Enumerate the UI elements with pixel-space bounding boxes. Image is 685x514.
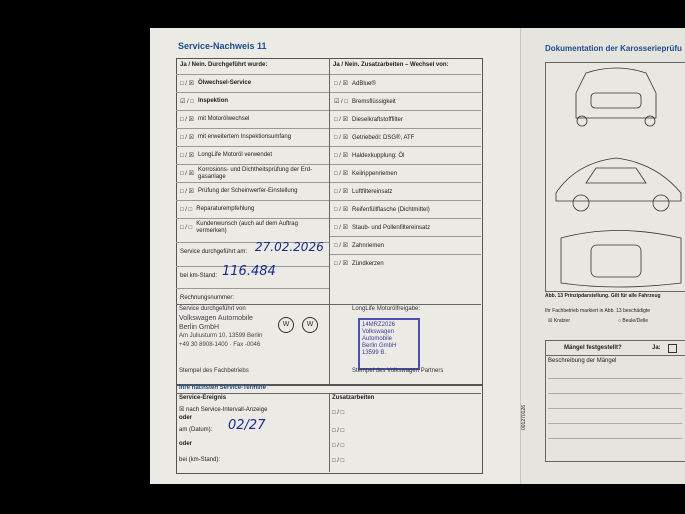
car-damage-diagram bbox=[545, 62, 685, 292]
checklist-label: Kundenwunsch (auch auf dem Auftrag vermerken) bbox=[196, 220, 298, 234]
checklist-label: AdBlue® bbox=[352, 80, 376, 87]
right-page-title: Dokumentation der Karosserieprüfu bbox=[545, 44, 682, 53]
checklist-label: mit erweitertem Inspektionsumfang bbox=[198, 134, 292, 140]
next-extra-4: □ / □ bbox=[332, 458, 345, 464]
vw-commercial-logo-icon: W bbox=[302, 317, 318, 333]
km-label: bei km-Stand: bbox=[180, 272, 218, 279]
checklist-row-left bbox=[176, 164, 329, 182]
checklist-row-left bbox=[176, 74, 329, 92]
checklist-label: Luftfiltereinsatz bbox=[352, 188, 393, 195]
checkbox-pair[interactable]: □ / ☒ bbox=[334, 207, 349, 213]
legend-beule: ○ Beule/Delle bbox=[618, 318, 648, 324]
checkbox-pair[interactable]: □ / □ bbox=[180, 224, 193, 231]
abb-text: Ihr Fachbetrieb markiert in Abb. 13 beschädigte bbox=[545, 308, 651, 314]
checklist-label: Bremsflüssigkeit bbox=[352, 98, 396, 105]
checklist-row-left bbox=[176, 146, 329, 164]
checklist-row-left bbox=[176, 92, 329, 110]
checklist-label: Getriebeöl: DSG®, ATF bbox=[352, 134, 415, 141]
checklist-row-left bbox=[176, 128, 329, 146]
checkbox-pair[interactable]: □ / ☒ bbox=[334, 135, 349, 141]
checkbox-pair[interactable]: □ / ☒ bbox=[334, 243, 349, 249]
partner-label: LongLife Motorölfreigabe: bbox=[352, 306, 421, 312]
side-code: 001270126 bbox=[521, 404, 527, 430]
next-extra-2: □ / □ bbox=[332, 428, 345, 434]
checkbox-pair[interactable]: □ / ☒ bbox=[334, 261, 349, 267]
checkbox-pair[interactable]: □ / □ bbox=[180, 206, 193, 213]
bei-km-label: bei (km-Stand): bbox=[179, 457, 221, 463]
checklist-row-right bbox=[330, 218, 481, 236]
beschreibung-label: Beschreibung der Mängel bbox=[548, 358, 617, 364]
next-col1-header: Service-Ereignis bbox=[179, 395, 227, 401]
checklist-row-right bbox=[330, 128, 481, 146]
checklist-label: Dieselkraftstofffilter bbox=[352, 116, 403, 123]
line-4 bbox=[548, 423, 682, 424]
checklist-row-left bbox=[176, 218, 329, 236]
vw-logo-icon: W bbox=[278, 317, 294, 333]
oder-1: oder bbox=[179, 415, 193, 421]
checklist-label: Reifenfüllflasche (Dichtmittel) bbox=[352, 206, 430, 213]
checklist-label: LongLife Motoröl verwendet bbox=[198, 152, 273, 158]
stamp-label: Service durchgeführt von bbox=[179, 306, 246, 312]
checklist-label: Staub- und Pollenfiltereinsatz bbox=[352, 224, 431, 231]
stamp-line-3: Am Juliusturm 10, 13599 Berlin bbox=[179, 333, 263, 339]
next-extra-1: □ / □ bbox=[332, 410, 345, 416]
checkbox-pair[interactable]: □ / ☒ bbox=[334, 81, 349, 87]
blue-stamp-line-4: Berlin GmbH bbox=[362, 343, 397, 349]
maengel-label: Mängel festgestellt? bbox=[564, 345, 622, 351]
checkbox-pair[interactable]: □ / ☒ bbox=[334, 225, 349, 231]
next-extra-3: □ / □ bbox=[332, 443, 345, 449]
next-option-interval-label: nach Service-Intervall-Anzeige bbox=[186, 407, 268, 413]
stamp-line-1: Volkswagen Automobile bbox=[179, 315, 253, 322]
checklist-label: Reparaturempfehlung bbox=[196, 206, 255, 212]
car-outline-icon bbox=[546, 63, 685, 291]
checklist-label: Zahnriemen bbox=[352, 242, 385, 249]
next-col2-header: Zusatzarbeiten bbox=[332, 395, 375, 401]
checkbox-pair[interactable]: □ / ☒ bbox=[334, 189, 349, 195]
line-5 bbox=[548, 438, 682, 439]
km-value: 116.484 bbox=[222, 264, 276, 279]
checkbox-pair[interactable]: □ / ☒ bbox=[334, 153, 349, 159]
ja-label: Ja: bbox=[652, 345, 661, 351]
checklist-label: Prüfung der Scheinwerfer-Einstellung bbox=[198, 188, 298, 194]
right-column-header: Ja / Nein. Zusatzarbeiten – Wechsel von: bbox=[333, 62, 449, 68]
checklist-row-right bbox=[330, 92, 481, 110]
checklist-label: Keilrippenriemen bbox=[352, 170, 398, 177]
checkbox-pair[interactable]: □ / ☒ bbox=[180, 135, 195, 141]
legend-kratzer: ☒ Kratzer bbox=[548, 318, 570, 324]
blue-stamp-line-1: 14MRZ2026 bbox=[362, 322, 396, 328]
ja-checkbox[interactable] bbox=[668, 344, 677, 353]
checklist-row-right bbox=[330, 146, 481, 164]
checkbox-pair[interactable]: □ / ☒ bbox=[180, 171, 195, 177]
checklist-row-left bbox=[176, 110, 329, 128]
checkbox-pair[interactable]: □ / ☒ bbox=[180, 153, 195, 159]
next-service-title: Ihre nächsten Service-Termine bbox=[179, 385, 266, 391]
checkbox-pair[interactable]: ☑ / □ bbox=[180, 99, 195, 105]
checklist-row-right bbox=[330, 74, 481, 92]
abb-caption: Abb. 13 Prinzipdarstellung. Gilt für alle Fahrzeug bbox=[545, 293, 661, 299]
checkbox-pair[interactable]: □ / ☒ bbox=[334, 117, 349, 123]
blue-stamp-line-3: Automobile bbox=[362, 336, 393, 342]
checkbox-pair[interactable]: □ / ☒ bbox=[180, 189, 195, 195]
oder-2: oder bbox=[179, 441, 193, 447]
checkbox-pair[interactable]: ☑ / □ bbox=[334, 99, 349, 105]
checklist-row-right bbox=[330, 236, 481, 254]
stamp-divider bbox=[176, 304, 481, 305]
stamp-line-4: +49 30 8908-1400 · Fax -0046 bbox=[179, 342, 261, 348]
partner-stamp bbox=[358, 318, 420, 370]
rechnung-label: Rechnungsnummer: bbox=[180, 294, 235, 301]
line-3 bbox=[548, 408, 682, 409]
checklist-label: Haldexkupplung: Öl bbox=[352, 152, 405, 159]
service-date-value: 27.02.2026 bbox=[255, 240, 324, 254]
checklist-label: mit Motorölwechsel bbox=[198, 116, 250, 122]
checklist-row-left bbox=[176, 182, 329, 200]
service-date-label: Service durchgeführt am: bbox=[180, 248, 248, 255]
blue-stamp-line-2: Volkswagen bbox=[362, 329, 395, 335]
checklist-row-right bbox=[330, 200, 481, 218]
am-datum-label: am (Datum): bbox=[179, 427, 213, 433]
checklist-label: Korrosions- und Dichtheitsprüfung der Erd- gasanlage bbox=[198, 166, 313, 180]
checklist-label: Zündkerzen bbox=[352, 260, 384, 267]
left-column-header: Ja / Nein. Durchgeführt wurde: bbox=[180, 62, 268, 68]
next-column-divider bbox=[329, 393, 330, 472]
checklist-row-right bbox=[330, 110, 481, 128]
maengel-divider bbox=[545, 355, 685, 356]
checkbox-pair[interactable]: □ / ☒ bbox=[334, 171, 349, 177]
checkbox-pair[interactable]: □ / ☒ bbox=[180, 117, 195, 123]
checklist-row-right bbox=[330, 164, 481, 182]
line-2 bbox=[548, 393, 682, 394]
checklist-label: Inspektion bbox=[198, 98, 229, 104]
next-option-interval: ☒ nach Service-Intervall-Anzeige bbox=[179, 407, 268, 413]
checklist-row-right bbox=[330, 254, 481, 272]
line-1 bbox=[548, 378, 682, 379]
page-title: Service-Nachweis 11 bbox=[178, 41, 267, 51]
stamp-line-2: Berlin GmbH bbox=[179, 324, 220, 331]
blue-stamp-line-5: 13599 B. bbox=[362, 350, 387, 356]
partner-caption: Stempel des Volkswagen Partners bbox=[352, 368, 444, 374]
workshop-stamp bbox=[179, 314, 262, 350]
checklist-row-left bbox=[176, 200, 329, 218]
stamp-caption: Stempel des Fachbetriebs bbox=[179, 368, 249, 374]
checklist-row-right bbox=[330, 182, 481, 200]
checkbox-pair[interactable]: □ / ☒ bbox=[180, 81, 195, 87]
next-date-value: 02/27 bbox=[228, 418, 266, 433]
checklist-label: Ölwechsel-Service bbox=[198, 80, 252, 86]
